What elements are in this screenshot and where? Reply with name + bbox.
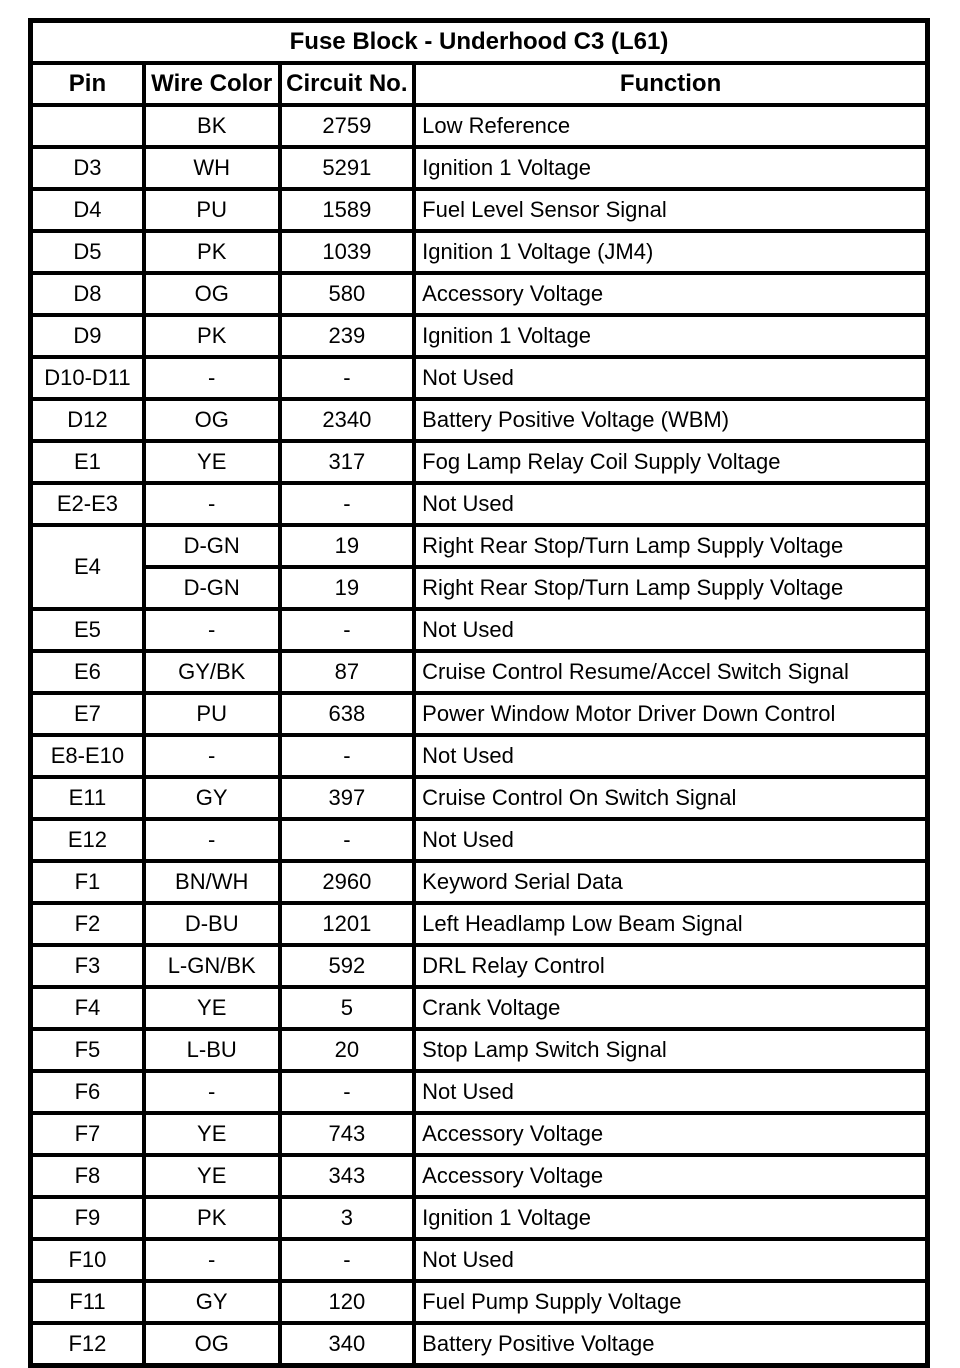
table-row xyxy=(31,903,928,945)
pin-cell: E7 xyxy=(31,693,144,735)
function-cell: Accessory Voltage xyxy=(414,1155,927,1197)
circuit-no-cell: 592 xyxy=(280,945,415,987)
function-cell: Fog Lamp Relay Coil Supply Voltage xyxy=(414,441,927,483)
function-cell: Ignition 1 Voltage (JM4) xyxy=(414,231,927,273)
table-row xyxy=(31,609,928,651)
circuit-no-cell: 1039 xyxy=(280,231,415,273)
circuit-no-cell: 2340 xyxy=(280,399,415,441)
pin-cell: D4 xyxy=(31,189,144,231)
fuse-block-table xyxy=(28,18,930,1368)
function-cell: Right Rear Stop/Turn Lamp Supply Voltage xyxy=(414,525,927,567)
circuit-no-cell: 743 xyxy=(280,1113,415,1155)
table-row xyxy=(31,1323,928,1366)
circuit-no-cell: 1589 xyxy=(280,189,415,231)
function-cell: Not Used xyxy=(414,735,927,777)
table-row xyxy=(31,987,928,1029)
function-cell: Not Used xyxy=(414,1239,927,1281)
function-cell: Battery Positive Voltage (WBM) xyxy=(414,399,927,441)
wire-color-cell: D-BU xyxy=(144,903,280,945)
wire-color-cell: - xyxy=(144,609,280,651)
circuit-no-cell: 87 xyxy=(280,651,415,693)
wire-color-cell: WH xyxy=(144,147,280,189)
function-cell: Crank Voltage xyxy=(414,987,927,1029)
circuit-no-cell: 580 xyxy=(280,273,415,315)
pin-cell: F7 xyxy=(31,1113,144,1155)
pin-cell: F5 xyxy=(31,1029,144,1071)
wire-color-cell: PK xyxy=(144,1197,280,1239)
pin-cell: D10-D11 xyxy=(31,357,144,399)
function-cell: Ignition 1 Voltage xyxy=(414,1197,927,1239)
function-cell: Accessory Voltage xyxy=(414,273,927,315)
circuit-no-cell: 397 xyxy=(280,777,415,819)
circuit-no-cell: - xyxy=(280,483,415,525)
function-cell: Fuel Pump Supply Voltage xyxy=(414,1281,927,1323)
function-cell: DRL Relay Control xyxy=(414,945,927,987)
wire-color-cell: - xyxy=(144,483,280,525)
table-row xyxy=(31,1071,928,1113)
function-cell: Not Used xyxy=(414,819,927,861)
circuit-no-cell: 19 xyxy=(280,525,415,567)
circuit-no-cell: 3 xyxy=(280,1197,415,1239)
table-row xyxy=(31,1113,928,1155)
table-row xyxy=(31,315,928,357)
function-cell: Ignition 1 Voltage xyxy=(414,147,927,189)
circuit-no-cell: 317 xyxy=(280,441,415,483)
pin-cell: F2 xyxy=(31,903,144,945)
circuit-no-cell: 2759 xyxy=(280,105,415,147)
pin-cell: E8-E10 xyxy=(31,735,144,777)
wire-color-cell: PK xyxy=(144,315,280,357)
function-cell: Fuel Level Sensor Signal xyxy=(414,189,927,231)
pin-cell: F4 xyxy=(31,987,144,1029)
pin-cell: F1 xyxy=(31,861,144,903)
table-body xyxy=(31,105,928,1366)
pin-cell: D5 xyxy=(31,231,144,273)
pin-cell: E12 xyxy=(31,819,144,861)
function-cell: Not Used xyxy=(414,357,927,399)
wire-color-cell: PK xyxy=(144,231,280,273)
pin-cell: E11 xyxy=(31,777,144,819)
circuit-no-cell: - xyxy=(280,819,415,861)
wire-color-cell: L-BU xyxy=(144,1029,280,1071)
table-row xyxy=(31,945,928,987)
pin-cell: D8 xyxy=(31,273,144,315)
circuit-no-cell: 5 xyxy=(280,987,415,1029)
table-row xyxy=(31,1239,928,1281)
table-row xyxy=(31,567,928,609)
wire-color-cell: BK xyxy=(144,105,280,147)
function-cell: Power Window Motor Driver Down Control xyxy=(414,693,927,735)
circuit-no-cell: 5291 xyxy=(280,147,415,189)
circuit-no-cell: - xyxy=(280,609,415,651)
wire-color-cell: - xyxy=(144,819,280,861)
function-cell: Right Rear Stop/Turn Lamp Supply Voltage xyxy=(414,567,927,609)
circuit-no-cell: - xyxy=(280,1071,415,1113)
function-cell: Cruise Control Resume/Accel Switch Signal xyxy=(414,651,927,693)
wire-color-cell: - xyxy=(144,1239,280,1281)
pin-cell: F11 xyxy=(31,1281,144,1323)
circuit-no-cell: - xyxy=(280,735,415,777)
column-header-row xyxy=(31,63,928,105)
table-row xyxy=(31,1281,928,1323)
function-cell: Battery Positive Voltage xyxy=(414,1323,927,1366)
function-cell: Low Reference xyxy=(414,105,927,147)
wire-color-cell: L-GN/BK xyxy=(144,945,280,987)
table-row xyxy=(31,105,928,147)
column-header-function: Function xyxy=(414,63,927,105)
pin-cell: F6 xyxy=(31,1071,144,1113)
circuit-no-cell: 20 xyxy=(280,1029,415,1071)
wire-color-cell: OG xyxy=(144,273,280,315)
table-row xyxy=(31,441,928,483)
table-row xyxy=(31,819,928,861)
pin-cell: E6 xyxy=(31,651,144,693)
function-cell: Ignition 1 Voltage xyxy=(414,315,927,357)
pin-cell: D12 xyxy=(31,399,144,441)
table-row xyxy=(31,735,928,777)
pin-cell: E4 xyxy=(31,525,144,609)
pin-cell: D9 xyxy=(31,315,144,357)
circuit-no-cell: 340 xyxy=(280,1323,415,1366)
column-header-wire-color: Wire Color xyxy=(144,63,280,105)
table-row xyxy=(31,483,928,525)
wire-color-cell: YE xyxy=(144,987,280,1029)
circuit-no-cell: - xyxy=(280,357,415,399)
function-cell: Not Used xyxy=(414,609,927,651)
function-cell: Left Headlamp Low Beam Signal xyxy=(414,903,927,945)
function-cell: Keyword Serial Data xyxy=(414,861,927,903)
wire-color-cell: GY/BK xyxy=(144,651,280,693)
pin-cell: F12 xyxy=(31,1323,144,1366)
circuit-no-cell: - xyxy=(280,1239,415,1281)
table-row xyxy=(31,651,928,693)
function-cell: Not Used xyxy=(414,483,927,525)
wire-color-cell: YE xyxy=(144,441,280,483)
title-row xyxy=(31,21,928,64)
table-row xyxy=(31,147,928,189)
table-row xyxy=(31,777,928,819)
pin-cell: D3 xyxy=(31,147,144,189)
table-row xyxy=(31,1029,928,1071)
wire-color-cell: PU xyxy=(144,189,280,231)
table-row xyxy=(31,273,928,315)
circuit-no-cell: 638 xyxy=(280,693,415,735)
wire-color-cell: D-GN xyxy=(144,525,280,567)
table-row xyxy=(31,525,928,567)
wire-color-cell: - xyxy=(144,1071,280,1113)
table-row xyxy=(31,861,928,903)
table-row xyxy=(31,1197,928,1239)
pin-cell xyxy=(31,105,144,147)
wire-color-cell: BN/WH xyxy=(144,861,280,903)
circuit-no-cell: 2960 xyxy=(280,861,415,903)
function-cell: Not Used xyxy=(414,1071,927,1113)
pin-cell: F9 xyxy=(31,1197,144,1239)
table-row xyxy=(31,189,928,231)
pin-cell: F8 xyxy=(31,1155,144,1197)
wire-color-cell: - xyxy=(144,735,280,777)
wire-color-cell: GY xyxy=(144,777,280,819)
pin-cell: E2-E3 xyxy=(31,483,144,525)
wire-color-cell: GY xyxy=(144,1281,280,1323)
column-header-circuit-no: Circuit No. xyxy=(280,63,415,105)
pin-cell: E1 xyxy=(31,441,144,483)
table-row xyxy=(31,399,928,441)
function-cell: Accessory Voltage xyxy=(414,1113,927,1155)
wire-color-cell: YE xyxy=(144,1155,280,1197)
function-cell: Cruise Control On Switch Signal xyxy=(414,777,927,819)
wire-color-cell: YE xyxy=(144,1113,280,1155)
table-row xyxy=(31,1155,928,1197)
table-row xyxy=(31,231,928,273)
wire-color-cell: PU xyxy=(144,693,280,735)
circuit-no-cell: 19 xyxy=(280,567,415,609)
pin-cell: F10 xyxy=(31,1239,144,1281)
pin-cell: F3 xyxy=(31,945,144,987)
wire-color-cell: OG xyxy=(144,399,280,441)
table-row xyxy=(31,693,928,735)
wire-color-cell: OG xyxy=(144,1323,280,1366)
circuit-no-cell: 239 xyxy=(280,315,415,357)
circuit-no-cell: 1201 xyxy=(280,903,415,945)
column-header-pin: Pin xyxy=(31,63,144,105)
table-title: Fuse Block - Underhood C3 (L61) xyxy=(31,21,928,64)
pin-cell: E5 xyxy=(31,609,144,651)
function-cell: Stop Lamp Switch Signal xyxy=(414,1029,927,1071)
table-row xyxy=(31,357,928,399)
wire-color-cell: D-GN xyxy=(144,567,280,609)
circuit-no-cell: 120 xyxy=(280,1281,415,1323)
circuit-no-cell: 343 xyxy=(280,1155,415,1197)
wire-color-cell: - xyxy=(144,357,280,399)
